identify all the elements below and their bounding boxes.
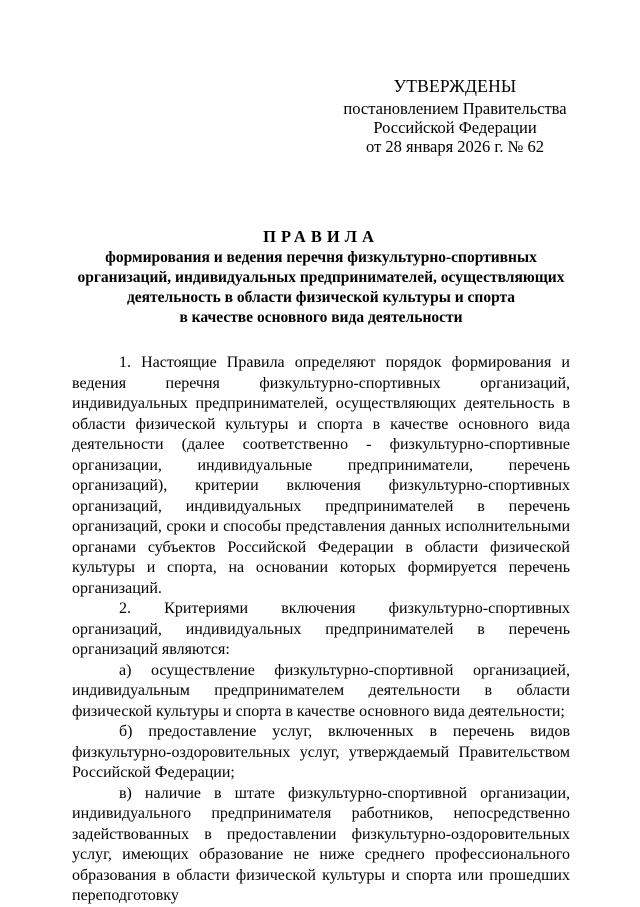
approval-block (340, 77, 570, 156)
subtitle-line: формирования и ведения перечня физкультурно-спортивных (105, 249, 537, 266)
paragraph-rule-1: 1. Настоящие Правила определяют порядок формирования и ведения перечня физкультурно-спортивных организаций, индивидуальных предпринимателей, осуществляющих деятельность в области физической культуры и спорта в качестве основного вида деятельности (далее соответственно - физкультурно-спортивные организации, индивидуальные предприниматели, перечень организаций), критерии включения физкультурно-спортивных организаций, индивидуальных предпринимателей в перечень организаций, сроки и способы представления данных исполнительными органами субъектов Российской Федерации в области физической культуры и спорта, на основании которых формируется перечень организаций. (72, 354, 570, 597)
document-body (72, 353, 570, 907)
approval-title: УТВЕРЖДЕНЫ (393, 76, 517, 96)
subtitle-line: организаций, индивидуальных предпринимателей, осуществляющих (77, 269, 565, 286)
subtitle-line: в качестве основного вида деятельности (179, 309, 463, 326)
document-subtitle (72, 248, 570, 328)
approval-line: постановлением Правительства (343, 99, 567, 118)
paragraph-item-v: в) наличие в штате физкультурно-спортивной организации, индивидуального предпринимателя работников, непосредственно задействованных в предоставлении физкультурно-оздоровительных услуг, имеющих образование не ниже среднего профессионального образования в области физической культуры и спорта или прошедших переподготовку (72, 784, 570, 904)
subtitle-line: деятельность в области физической культуры и спорта (126, 289, 516, 306)
paragraph-item-a: а) осуществление физкультурно-спортивной организацией, индивидуальным предпринимателем деятельности в области физической культуры и спорта в качестве основного вида деятельности; (72, 661, 570, 720)
paragraph-rule-2: 2. Критериями включения физкультурно-спортивных организаций, индивидуальных предпринимателей в перечень организаций являются: (72, 600, 570, 658)
approval-line: Российской Федерации (373, 118, 537, 137)
paragraph-item-b: б) предоставление услуг, включенных в перечень видов физкультурно-оздоровительных услуг, утверждаемый Правительством Российской Федерации; (72, 723, 570, 781)
document-title: ПРАВИЛА (263, 227, 379, 246)
approval-date: от 28 января 2026 г. № 62 (366, 137, 544, 156)
